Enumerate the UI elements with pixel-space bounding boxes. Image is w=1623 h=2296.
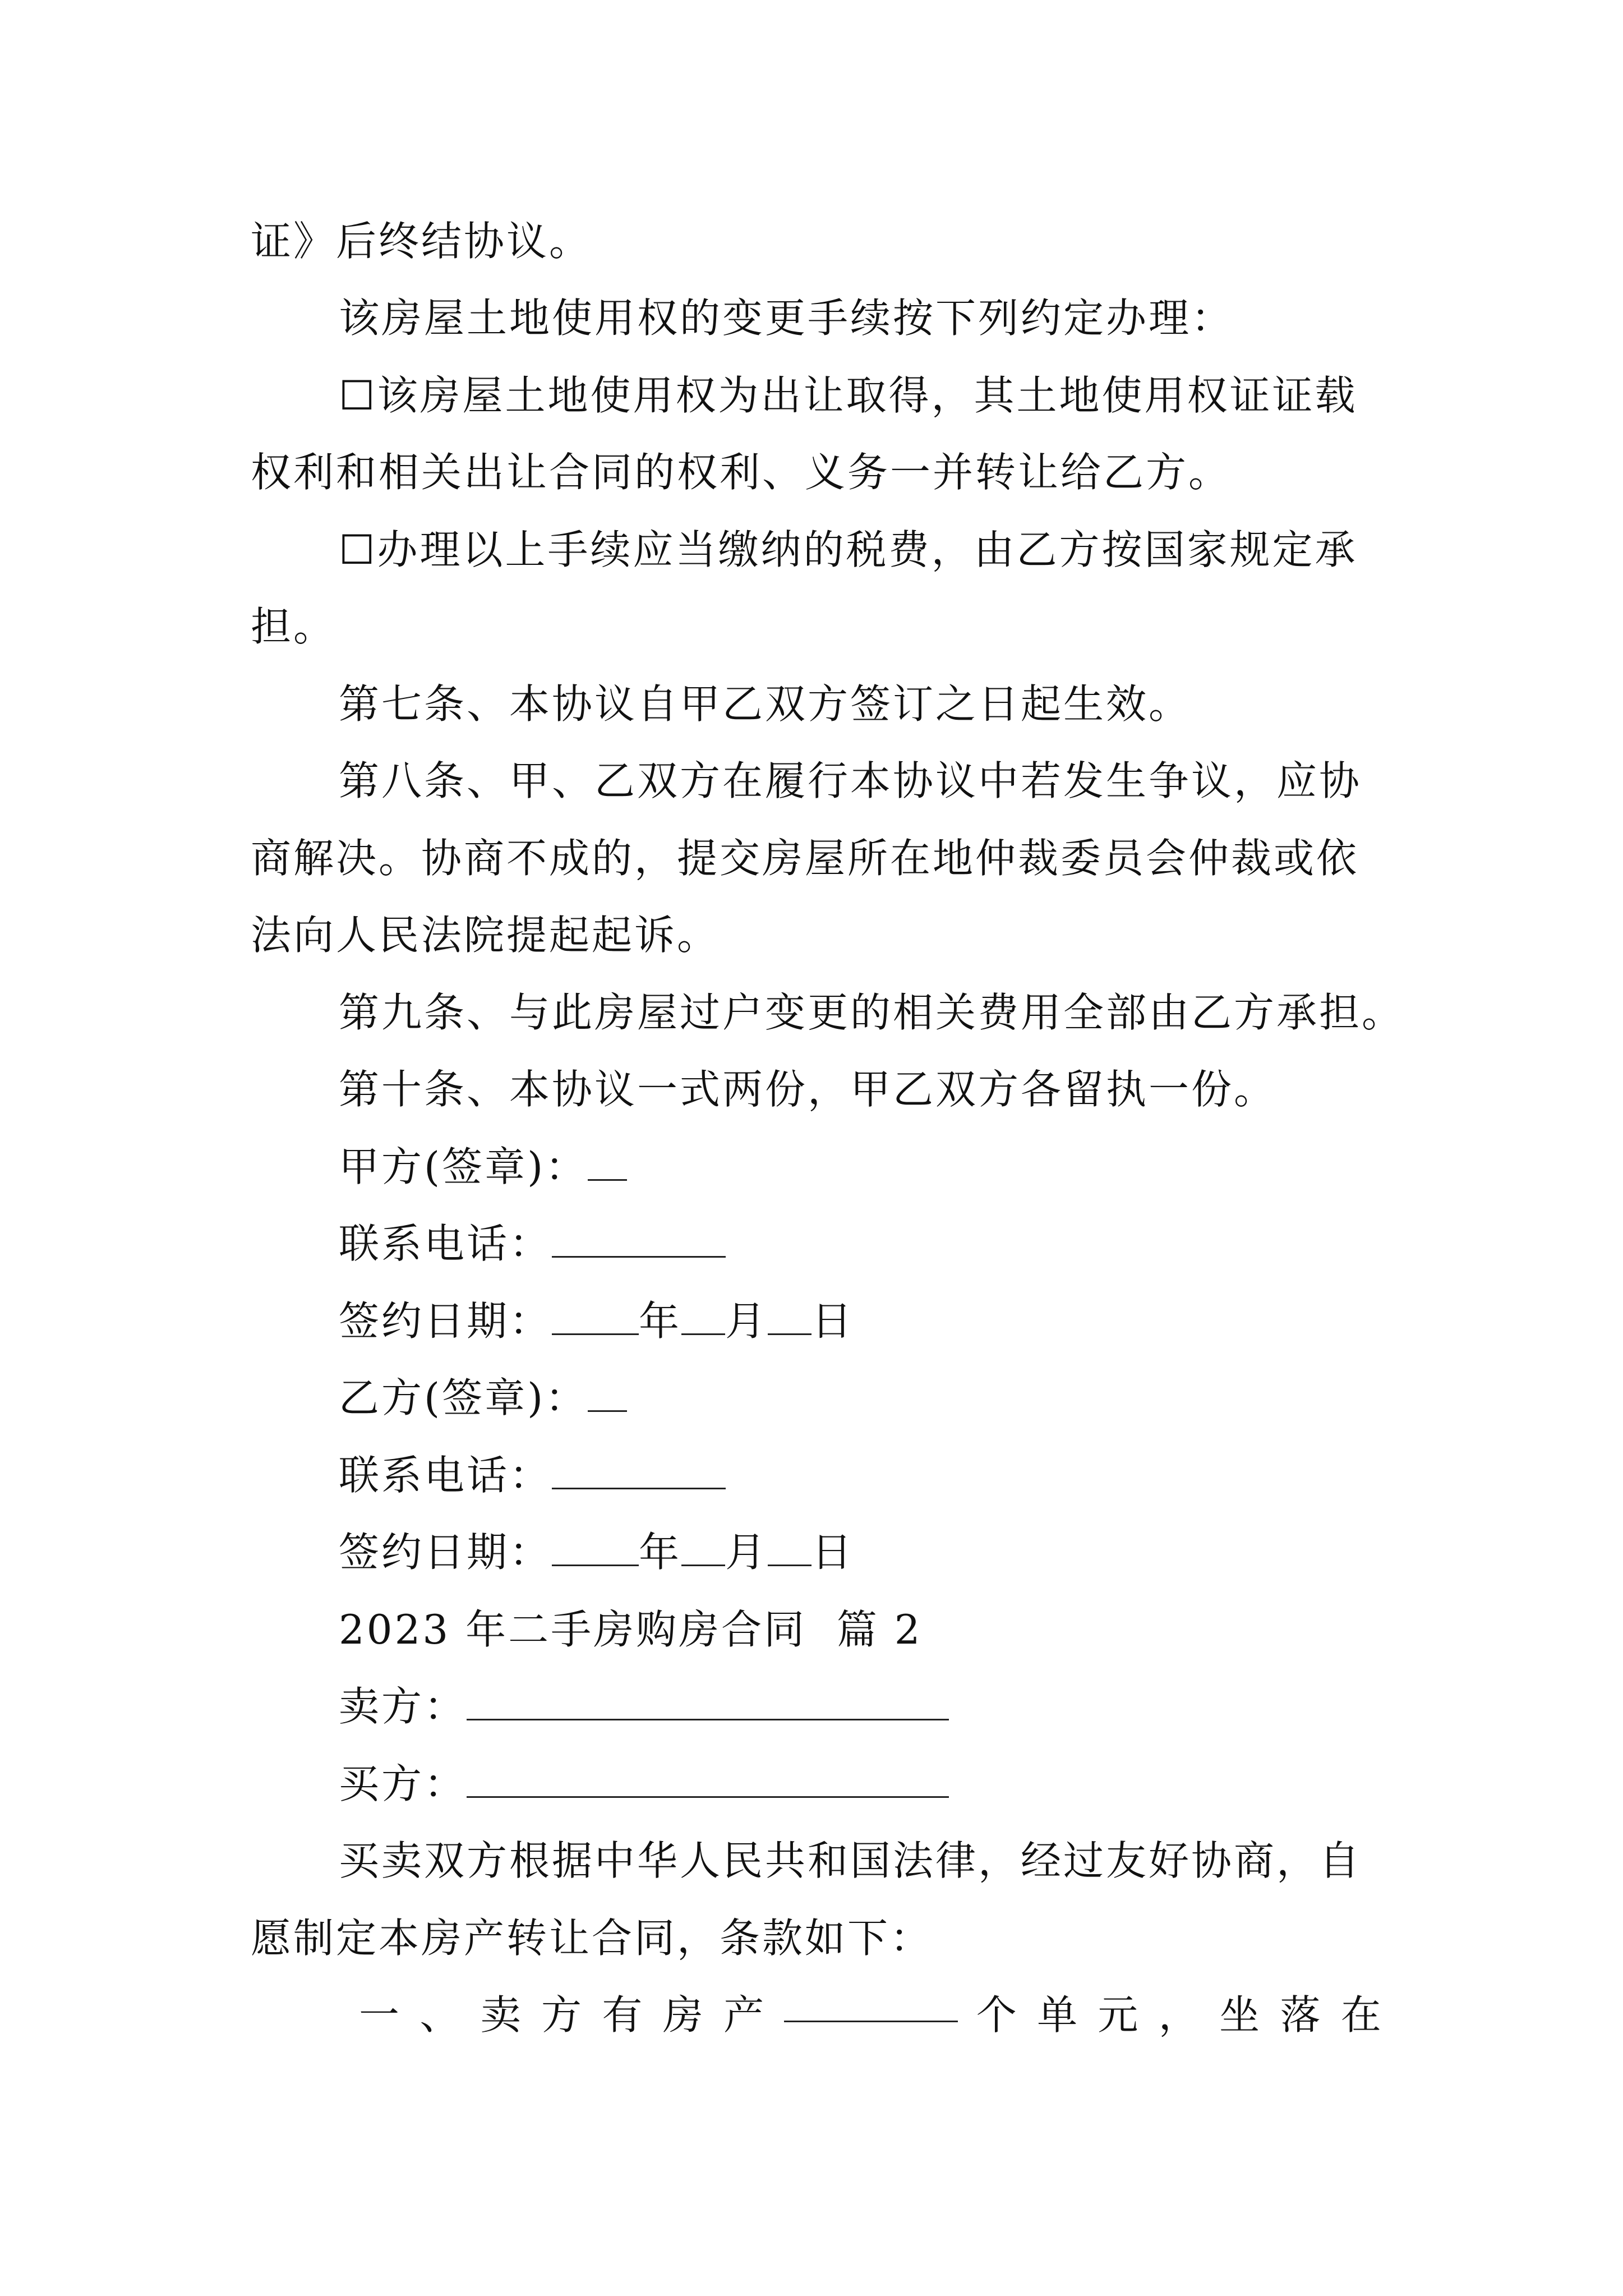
party-a-month-blank bbox=[681, 1300, 725, 1335]
text-line: 第八条、甲、乙双方在履行本协议中若发生争议，应协 bbox=[339, 757, 1362, 804]
party-b-day-label: 日 bbox=[811, 1529, 855, 1576]
text-line: 该房屋土地使用权的变更手续按下列约定办理： bbox=[339, 295, 1234, 342]
text-line: 第九条、与此房屋过户变更的相关费用全部由乙方承担。 bbox=[339, 989, 1405, 1036]
seller-label: 卖方： bbox=[339, 1683, 467, 1730]
clause-char: 坐 bbox=[1219, 1991, 1262, 2039]
party-a-date bbox=[339, 1293, 1384, 1349]
clause-char: 卖 bbox=[480, 1991, 523, 2039]
party-a-sign-blank bbox=[588, 1145, 627, 1181]
party-a-sign bbox=[339, 1139, 1384, 1195]
text-line: 商解决。协商不成的，提交房屋所在地仲裁委员会仲裁或依 bbox=[251, 835, 1359, 882]
party-a-phone-blank bbox=[552, 1222, 726, 1258]
party-b-sign bbox=[339, 1370, 1384, 1426]
party-b-date bbox=[339, 1524, 1384, 1580]
clause-1-line bbox=[359, 1987, 1384, 2043]
text-line: 法向人民法院提起起诉。 bbox=[251, 912, 720, 959]
party-a-year-label: 年 bbox=[639, 1297, 682, 1345]
party-b-phone bbox=[339, 1447, 1384, 1503]
text-line: ☐该房屋土地使用权为出让取得，其土地使用权证证载 bbox=[339, 372, 1358, 419]
clause-char: 落 bbox=[1280, 1991, 1323, 2039]
buyer-blank bbox=[467, 1763, 949, 1798]
party-b-sign-blank bbox=[588, 1377, 627, 1412]
unit-count-blank bbox=[784, 1987, 958, 2022]
party-a-phone-label: 联系电话： bbox=[339, 1220, 552, 1267]
seller-line bbox=[339, 1678, 1384, 1734]
clause-char: 方 bbox=[541, 1991, 584, 2039]
clause-char: 一 bbox=[359, 1991, 402, 2039]
text-line: 第十条、本协议一式两份，甲乙双方各留执一份。 bbox=[339, 1066, 1277, 1113]
text-line: 愿制定本房产转让合同，条款如下： bbox=[251, 1915, 933, 1962]
clause-char: 在 bbox=[1340, 1991, 1384, 2039]
clause-char: 单 bbox=[1037, 1991, 1080, 2039]
party-b-date-label: 签约日期： bbox=[339, 1529, 552, 1576]
party-b-phone-blank bbox=[552, 1454, 726, 1489]
seller-blank bbox=[467, 1685, 949, 1720]
clause-char: 、 bbox=[419, 1991, 463, 2039]
party-b-year-blank bbox=[552, 1531, 639, 1566]
party-b-year-label: 年 bbox=[639, 1529, 682, 1576]
clause-char: 房 bbox=[662, 1991, 706, 2039]
clause-char: ， bbox=[1158, 1991, 1201, 2039]
section-title: 2023 年二手房购房合同 篇 2 bbox=[339, 1606, 923, 1653]
text-line: 买卖双方根据中华人民共和国法律，经过友好协商，自 bbox=[339, 1837, 1362, 1884]
text-line: 第七条、本协议自甲乙双方签订之日起生效。 bbox=[339, 680, 1192, 728]
clause-char: 元 bbox=[1098, 1991, 1141, 2039]
text-line: 担。 bbox=[251, 603, 336, 650]
party-b-month-blank bbox=[681, 1531, 725, 1566]
party-a-day-label: 日 bbox=[811, 1297, 855, 1345]
buyer-label: 买方： bbox=[339, 1760, 467, 1807]
party-b-day-blank bbox=[768, 1531, 811, 1566]
buyer-line bbox=[339, 1756, 1384, 1812]
text-line: ☐办理以上手续应当缴纳的税费，由乙方按国家规定承 bbox=[339, 526, 1358, 573]
text-line: 证》后终结协议。 bbox=[251, 218, 592, 265]
party-a-phone bbox=[339, 1216, 1384, 1272]
party-b-month-label: 月 bbox=[725, 1529, 768, 1576]
party-b-phone-label: 联系电话： bbox=[339, 1452, 552, 1499]
party-a-date-label: 签约日期： bbox=[339, 1297, 552, 1345]
party-a-month-label: 月 bbox=[725, 1297, 768, 1345]
clause-char: 有 bbox=[602, 1991, 645, 2039]
clause-char: 产 bbox=[723, 1991, 767, 2039]
party-a-year-blank bbox=[552, 1300, 639, 1335]
party-b-sign-label: 乙方(签章)： bbox=[339, 1374, 588, 1421]
party-a-day-blank bbox=[768, 1300, 811, 1335]
party-a-sign-label: 甲方(签章)： bbox=[339, 1143, 588, 1190]
clause-char: 个 bbox=[976, 1991, 1019, 2039]
text-line: 权利和相关出让合同的权利、义务一并转让给乙方。 bbox=[251, 449, 1232, 496]
